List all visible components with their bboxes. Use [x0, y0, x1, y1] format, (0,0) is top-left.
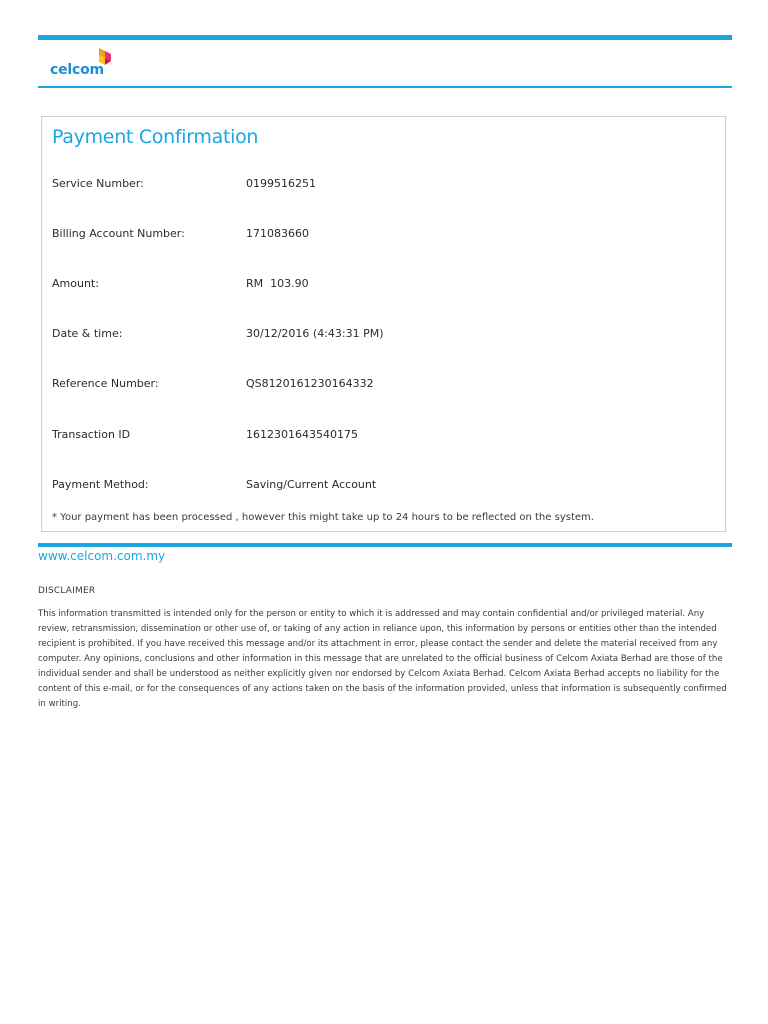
footer-accent-bar	[38, 543, 732, 547]
website-link[interactable]: www.celcom.com.my	[38, 549, 166, 563]
detail-value: 0199516251	[246, 177, 316, 190]
top-accent-bar	[38, 35, 732, 40]
detail-label: Billing Account Number:	[52, 227, 185, 240]
detail-label: Transaction ID	[52, 428, 131, 441]
detail-row-payment-method	[52, 478, 712, 494]
detail-value: RM 103.90	[246, 277, 309, 290]
detail-value: Saving/Current Account	[246, 478, 377, 491]
detail-row-reference-number	[52, 377, 712, 393]
detail-row-amount	[52, 277, 712, 293]
page-title: Payment Confirmation	[52, 126, 259, 148]
detail-label: Amount:	[52, 277, 99, 290]
detail-row-date-time	[52, 327, 712, 343]
detail-value: 30/12/2016 (4:43:31 PM)	[246, 327, 384, 340]
detail-row-transaction-id	[52, 428, 712, 444]
celcom-logo[interactable]	[50, 48, 120, 82]
detail-label: Payment Method:	[52, 478, 149, 491]
detail-value: QS8120161230164332	[246, 377, 374, 390]
detail-value: 1612301643540175	[246, 428, 358, 441]
detail-label: Service Number:	[52, 177, 144, 190]
detail-label: Date & time:	[52, 327, 123, 340]
processing-note: * Your payment has been processed , however this might take up to 24 hours to be reflected on the system.	[52, 512, 594, 523]
detail-label: Reference Number:	[52, 377, 159, 390]
detail-row-service-number	[52, 177, 712, 193]
header-divider	[38, 86, 732, 88]
detail-value: 171083660	[246, 227, 309, 240]
disclaimer-heading: DISCLAIMER	[38, 586, 96, 596]
disclaimer-body: This information transmitted is intended only for the person or entity to which it is addressed and may contain confidential and/or privileged material. Any review, retransmission, dissemination or other use of, or taking of any action in reliance upon, this information by persons or entities other than the intended recipient is prohibited. If you have received this message and/or its attachment in error, please contact the sender and delete the material received from any computer. Any opinions, conclusions and other information in this message that are unrelated to the official business of Celcom Axiata Berhad are those of the individual sender and shall be understood as neither explicitly given nor endorsed by Celcom Axiata Berhad. Celcom Axiata Berhad accepts no liability for the content of this e-mail, or for the consequences of any actions taken on the basis of the information provided, unless that information is subsequently confirmed in writing.	[38, 609, 727, 709]
payment-confirmation-card	[41, 116, 726, 532]
logo-wordmark: celcom	[50, 62, 104, 78]
detail-row-billing-account	[52, 227, 712, 243]
